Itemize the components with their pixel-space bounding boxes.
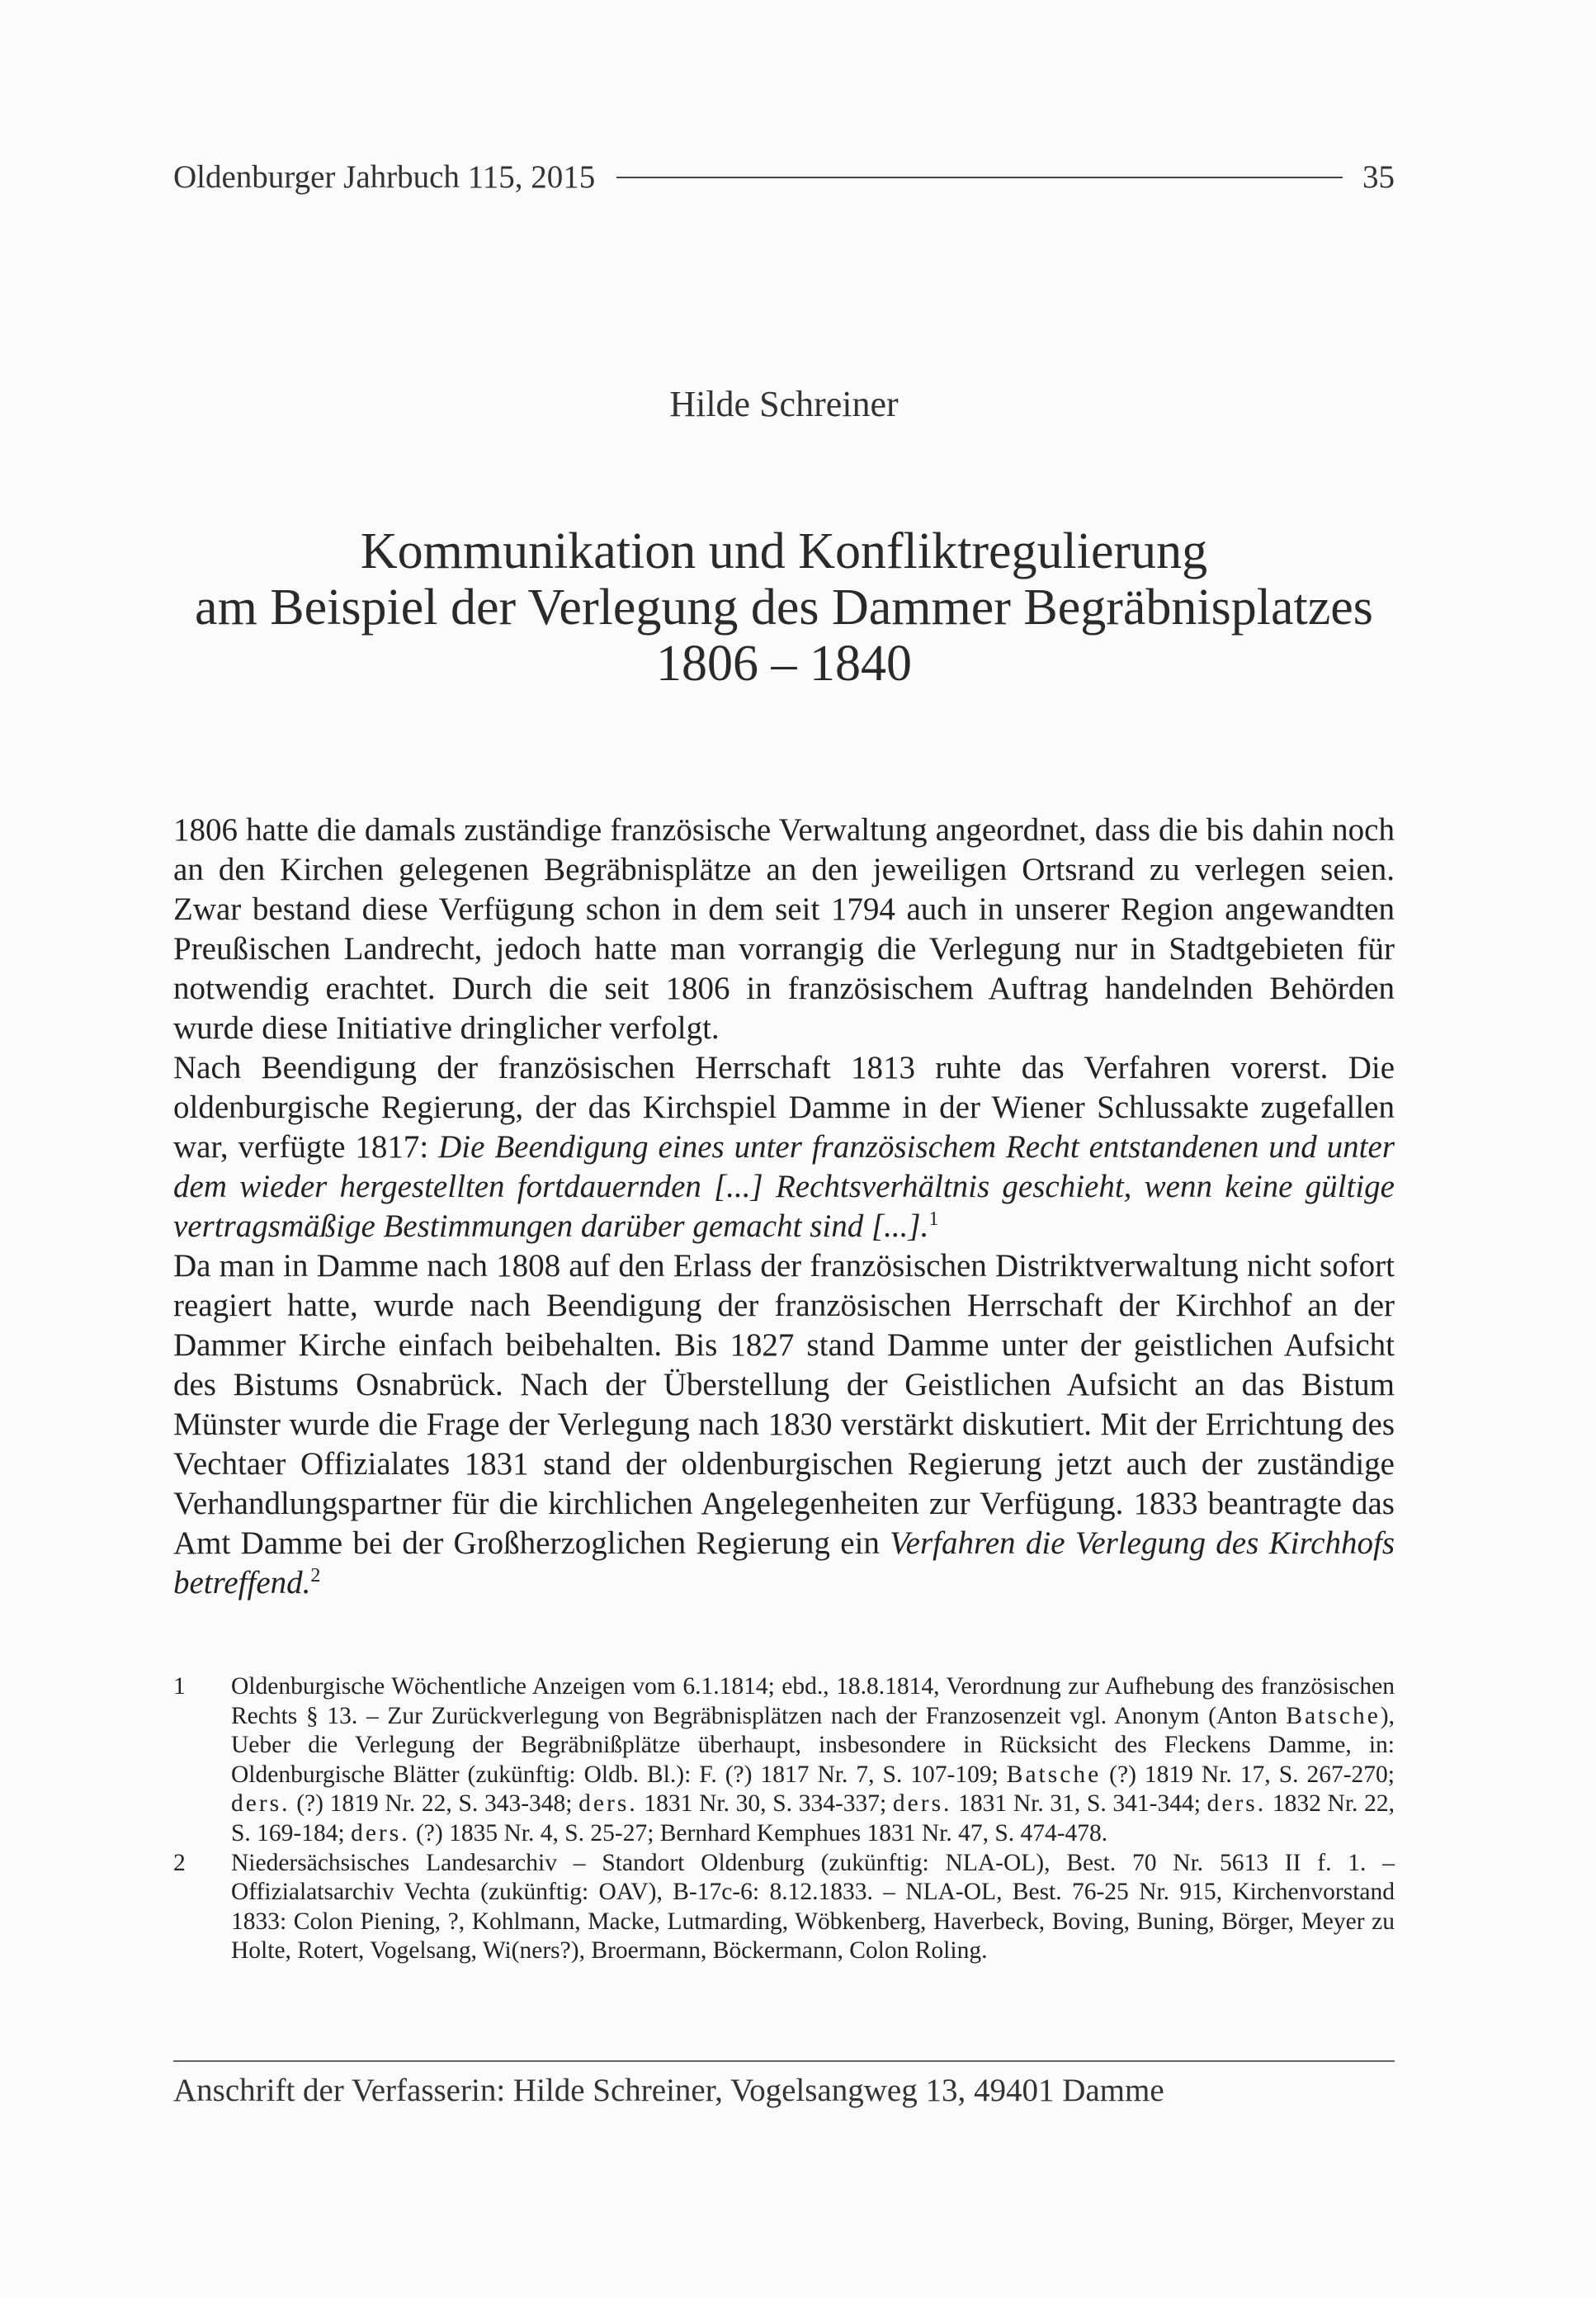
footnote-ref-2[interactable]: 2 — [310, 1565, 321, 1586]
paragraph-2 — [173, 1048, 1395, 1246]
spaced-name: Batsche — [1286, 1702, 1381, 1729]
footnote-text-part: 1831 Nr. 30, S. 334-337; — [637, 1790, 893, 1818]
article-author: Hilde Schreiner — [669, 384, 899, 424]
spaced-name: ders. — [892, 1790, 952, 1818]
journal-title: Oldenburger Jahrbuch 115, 2015 — [173, 159, 596, 195]
paragraph-3 — [173, 1246, 1395, 1603]
footnote-number: 2 — [173, 1849, 186, 1876]
running-header — [173, 158, 1395, 196]
title-line-2: am Beispiel der Verlegung des Dammer Begräbnisplatzes — [195, 579, 1373, 636]
spaced-name: ders. — [231, 1790, 290, 1818]
footnote-text-part: (?) 1835 Nr. 4, S. 25-27; Bernhard Kemphues 1831 Nr. 47, S. 474-478. — [409, 1819, 1108, 1846]
footnote-text-part: Oldenburgische Wöchentliche Anzeigen vom 6.1.1814; ebd., 18.8.1814, Verordnung zur Aufhebung des französischen Rechts § 13. – Zur Zurückverlegung von Begräbnisplätzen nach der Franzosenzeit vgl. Anonym (Anton — [231, 1673, 1395, 1729]
title-line-3: 1806 – 1840 — [656, 636, 912, 692]
footnote-text: Niedersächsisches Landesarchiv – Standort Oldenburg (zukünftig: NLA-OL), Best. 70 Nr. 5613 II f. 1. – Offizialatsarchiv Vechta (zukünftig: OAV), B-17c-6: 8.12.1833. – NLA-OL, Best. 76-25 Nr. 915, Kirchenvorstand 1833: Colon Piening, ?, Kohlmann, Macke, Lutmarding, Wöbkenberg, Haverbeck, Boving, Buning, Börger, Meyer zu Holte, Rotert, Vogelsang, Wi(ners?), Broermann, Böckermann, Colon Roling. — [231, 1849, 1395, 1965]
footnote-1 — [173, 1672, 1395, 1849]
paragraph-2-quote: Die Beendigung eines unter französischem Recht entstandenen und unter dem wieder hergestellten fortdauernden [...] Rechtsverhältnis geschieht, wenn keine gültige vertragsmäßige Bestimmungen darüber gemacht sind [...]. — [173, 1129, 1395, 1244]
paragraph-3-text: Da man in Damme nach 1808 auf den Erlass der französischen Distriktverwaltung nicht sofort reagiert hatte, wurde nach Beendigung der französischen Herrschaft der Kirchhof an der Dammer Kirche einfach beibehalten. Bis 1827 stand Damme unter der geistlichen Aufsicht des Bistums Osnabrück. Nach der Überstellung der Geistlichen Aufsicht an das Bistum Münster wurde die Frage der Verlegung nach 1830 verstärkt diskutiert. Mit der Errichtung des Vechtaer Offizialates 1831 stand der oldenburgischen Regierung jetzt auch der zuständige Verhandlungspartner für die kirchlichen Angelegenheiten zur Verfügung. 1833 beantragte das Amt Damme bei der Großherzoglichen Regierung ein — [173, 1248, 1395, 1561]
footnote-text-part: ), Ueber die Verlegung der Begräbnißplätze überhaupt, insbesondere in Rücksicht des Fleckens Damme, in: Oldenburgische Blätter (zukünftig: Oldb. Bl.): F. (?) 1817 Nr. 7, S. 107-109; — [231, 1702, 1395, 1788]
article-title — [173, 523, 1395, 692]
spaced-name: ders. — [351, 1819, 410, 1846]
footnote-2 — [173, 1849, 1395, 1966]
paragraph-1-text: 1806 hatte die damals zuständige französische Verwaltung angeordnet, dass die bis dahin noch an den Kirchen gelegenen Begräbnisplätze an den jeweiligen Ortsrand zu verlegen seien. Zwar bestand diese Verfügung schon in dem seit 1794 auch in unserer Region angewandten Preußischen Landrecht, jedoch hatte man vorrangig die Verlegung nur in Stadtgebieten für notwendig erachtet. Durch die seit 1806 in französischem Auftrag handelnden Behörden wurde diese Initiative dringlicher verfolgt. — [173, 812, 1395, 1046]
article-body — [173, 811, 1395, 1603]
header-rule — [616, 177, 1343, 178]
title-line-1: Kommunikation und Konfliktregulierung — [360, 523, 1208, 579]
spaced-name: ders. — [578, 1790, 638, 1818]
author-address: Anschrift der Verfasserin: Hilde Schreiner, Vogelsangweg 13, 49401 Damme — [173, 2073, 1164, 2108]
footnote-ref-1[interactable]: 1 — [928, 1208, 939, 1230]
footnote-text-part: (?) 1819 Nr. 17, S. 267-270; — [1101, 1761, 1395, 1788]
spaced-name: ders. — [1206, 1790, 1267, 1818]
paragraph-3-quote: Verfahren die Verlegung des Kirchhofs betreffend. — [173, 1525, 1395, 1601]
paragraph-1 — [173, 811, 1395, 1048]
spaced-name: Batsche — [1006, 1761, 1102, 1788]
footnote-text-part: 1832 Nr. 22, S. 169-184; — [231, 1790, 1395, 1846]
address-rule — [173, 2060, 1395, 2062]
footnote-text — [231, 1672, 1395, 1849]
paragraph-2-text: Nach Beendigung der französischen Herrschaft 1813 ruhte das Verfahren vorerst. Die oldenburgische Regierung, der das Kirchspiel Damme in der Wiener Schlussakte zugefallen war, verfügte 1817: — [173, 1050, 1395, 1165]
footnote-text-part: (?) 1819 Nr. 22, S. 343-348; — [290, 1790, 579, 1818]
footnotes — [173, 1672, 1395, 1966]
footnote-number: 1 — [173, 1673, 186, 1700]
footnote-text-part: 1831 Nr. 31, S. 341-344; — [951, 1790, 1207, 1818]
page-number: 35 — [1362, 159, 1395, 195]
